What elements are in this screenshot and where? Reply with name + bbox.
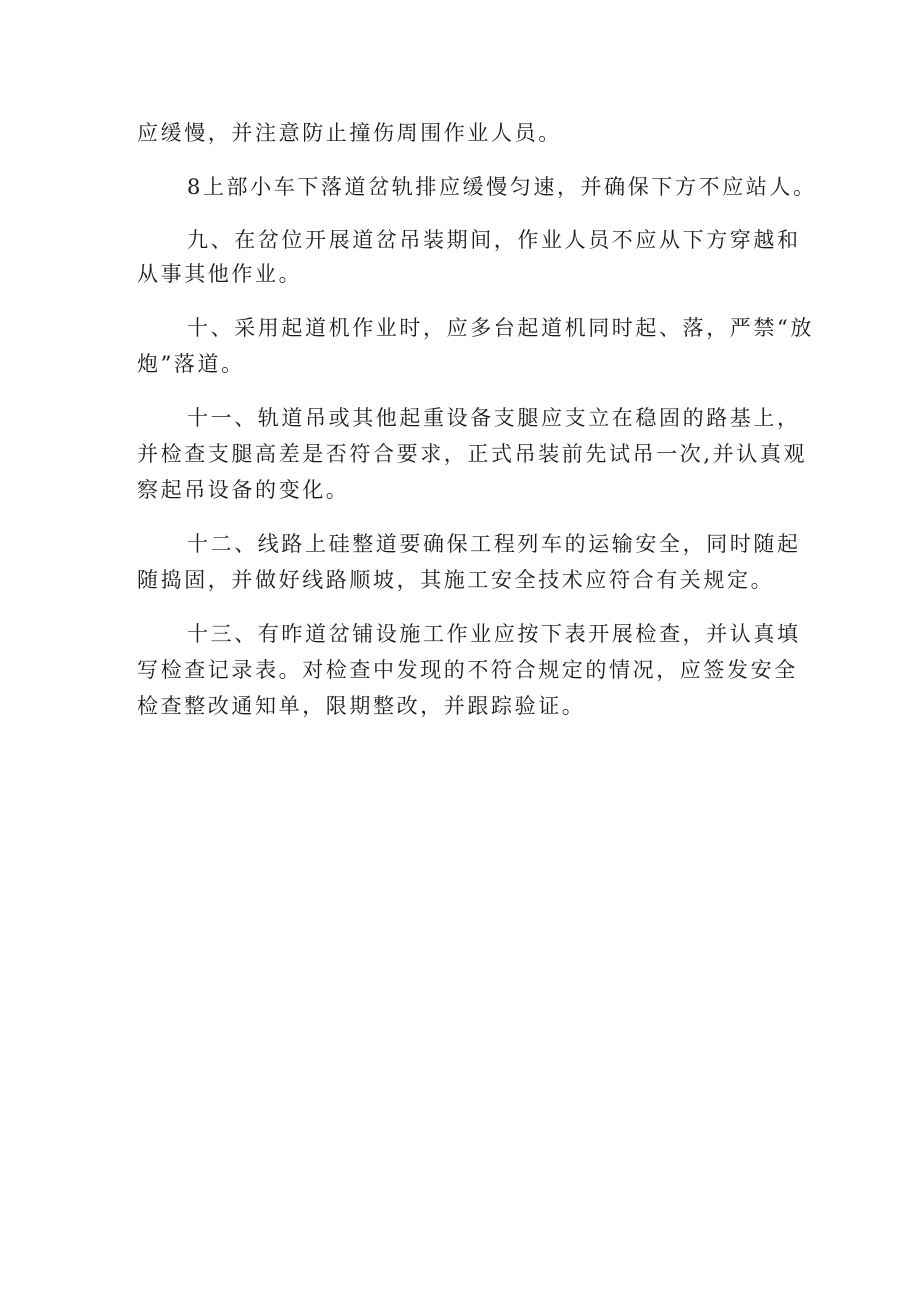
paragraph-13-line-3: 检查整改通知单，限期整改，并跟踪验证。 bbox=[137, 694, 586, 718]
paragraph-10-line-1: 十、采用起道机作业时，应多台起道机同时起、落，严禁“放 bbox=[187, 316, 814, 340]
paragraph-12-line-1: 十二、线路上硅整道要确保工程列车的运输安全，同时随起 bbox=[187, 532, 801, 556]
paragraph-13-line-2: 写检查记录表。对检查中发现的不符合规定的情况，应签发安全 bbox=[137, 658, 798, 682]
paragraph-13-line-1: 十三、有昨道岔铺设施工作业应按下表开展检查，并认真填 bbox=[187, 622, 801, 646]
paragraph-11-line-3: 察起吊设备的变化。 bbox=[137, 478, 350, 502]
paragraph-continuation-line-1: 应缓慢，并注意防止撞伤周围作业人员。 bbox=[137, 121, 562, 145]
paragraph-11-line-1: 十一、轨道吊或其他起重设备支腿应支立在稳固的路基上， bbox=[187, 406, 801, 430]
paragraph-9-line-2: 从事其他作业。 bbox=[137, 262, 303, 286]
paragraph-11-line-2: 并检查支腿高差是否符合要求，正式吊装前先试吊一次,并认真观 bbox=[137, 442, 808, 466]
paragraph-9-line-1: 九、在岔位开展道岔吊装期间，作业人员不应从下方穿越和 bbox=[187, 228, 801, 252]
paragraph-12-line-2: 随捣固，并做好线路顺坡，其施工安全技术应符合有关规定。 bbox=[137, 568, 775, 592]
paragraph-8-line-1: 8上部小车下落道岔轨排应缓慢匀速，并确保下方不应站人。 bbox=[187, 175, 817, 199]
paragraph-10-line-2: 炮”落道。 bbox=[137, 352, 245, 376]
